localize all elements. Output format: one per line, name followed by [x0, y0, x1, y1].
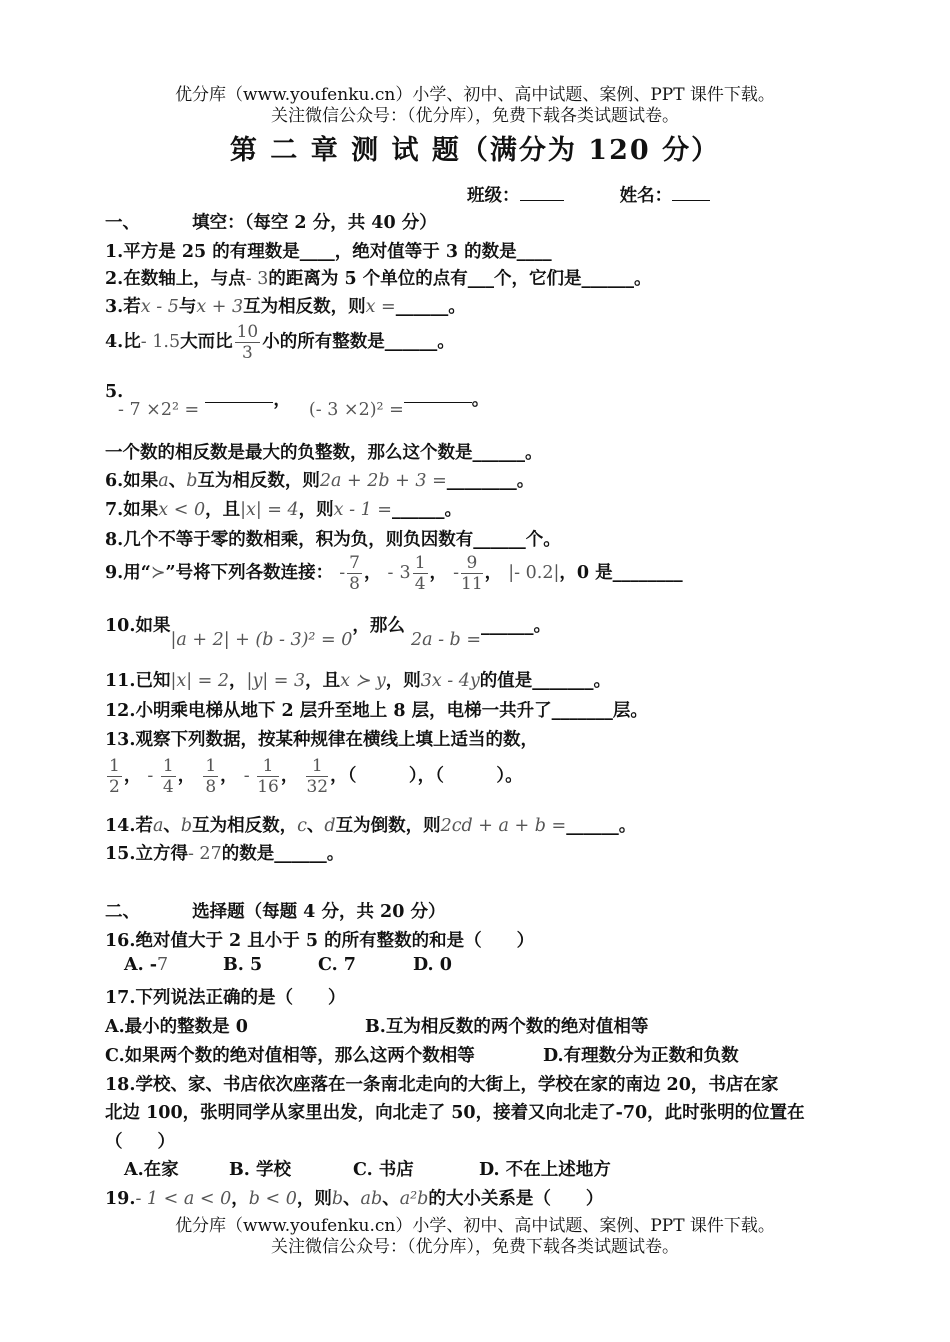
q14-math-5: 2cd + a + b = — [440, 816, 567, 836]
question-13-fractions: $\frac{1}{2}$ ， - $\frac{1}{4}$ ， $\frac{1}{8}$ ， - $\frac{1}{16}$ ， $\frac{1}{32}$ ，（ ），（ ）。 — [105, 756, 523, 797]
q14-text-f: ______。 — [566, 816, 637, 836]
q7-text-c: ，则 — [298, 500, 334, 520]
q4-fraction-denominator: 3 — [242, 343, 253, 363]
question-9: 9.用“≻”号将下列各数连接： - $\frac{7}{8}$ ， - 3 $\frac{1}{4}$ ， - $\frac{9}{11}$ ， |- 0.2|，0 是________ — [105, 553, 683, 594]
q9-minus-3: - — [453, 563, 460, 583]
question-4 — [105, 322, 455, 363]
q13-num-3: 1 — [257, 756, 279, 777]
q19-text-e: 、 — [382, 1189, 400, 1209]
q5-math-2: (- 3 ×2)² = — [308, 400, 404, 420]
q4-text-b: 大而比 — [180, 332, 233, 352]
q19-text-c: ，则 — [296, 1189, 332, 1209]
q16-option-d: D. 0 — [413, 955, 452, 975]
question-18-options — [124, 1156, 611, 1181]
q13-den-2: 8 — [205, 777, 217, 797]
q13-fraction-1 — [161, 756, 176, 797]
q16-option-b: B. 5 — [223, 955, 263, 975]
q9-fraction-3-den: 11 — [461, 574, 483, 594]
q18-option-a: A.在家 — [124, 1160, 179, 1180]
q11-math-4: 3x - 4y — [420, 671, 480, 691]
q7-math-3: x - 1 = — [333, 500, 392, 520]
q4-fraction-numerator: 10 — [236, 322, 259, 342]
q14-math-2: b — [180, 816, 193, 836]
question-5-b: 一个数的相反数是最大的负整数，那么这个数是______。 — [105, 443, 543, 463]
question-14 — [105, 812, 636, 837]
q7-text-b: ，且 — [205, 500, 241, 520]
q7-math-2: |x| = 4 — [240, 500, 299, 520]
q11-text-d: ，则 — [385, 671, 421, 691]
q11-math-1: |x| = 2 — [170, 671, 230, 691]
q11-text-c: ，且 — [305, 671, 341, 691]
q3-text-c: 互为相反数，则 — [243, 297, 366, 317]
section-2-heading — [105, 898, 446, 923]
q13-den-4: 32 — [306, 777, 329, 797]
q18-option-d: D. 不在上述地方 — [479, 1160, 611, 1180]
q18-option-c: C. 书店 — [353, 1160, 414, 1180]
q9-minus-2: - — [387, 563, 394, 583]
q9-fraction-2 — [413, 553, 428, 594]
q15-text-a: 15.立方得 — [105, 844, 188, 864]
q9-text-c: ，0 是________ — [559, 563, 683, 583]
q19-math-2: b < 0 — [248, 1189, 297, 1209]
q10-text-c: ______。 — [481, 616, 551, 636]
q9-text-a: 9.用“ — [105, 563, 151, 583]
question-18-line-1: 18.学校、家、书店依次座落在一条南北走向的大街上，学校在家的南边 20，书店在家 — [105, 1075, 779, 1095]
q13-num-0: 1 — [109, 756, 120, 776]
q5-blank-1 — [205, 402, 273, 403]
class-label: 班级： — [467, 186, 520, 206]
question-17-row-2 — [105, 1042, 739, 1067]
q17-option-a: A.最小的整数是 0 — [105, 1017, 248, 1037]
question-17: 17.下列说法正确的是（ ） — [105, 988, 346, 1008]
q14-text-c: 互为相反数， — [192, 816, 298, 836]
q3-math-1: x - 5 — [140, 297, 179, 317]
q3-math-3: x = — [365, 297, 396, 317]
q9-fraction-3 — [461, 553, 483, 594]
class-name-row — [467, 182, 710, 207]
question-11 — [105, 667, 611, 692]
q19-math-5: a²b — [399, 1189, 429, 1209]
q13-fraction-4 — [306, 756, 328, 797]
q6-math-2: b — [186, 471, 198, 491]
q13-item-4 — [304, 756, 330, 797]
q13-num-2: 1 — [205, 756, 217, 776]
q6-text-b: 、 — [168, 471, 187, 491]
q18-option-b: B. 学校 — [229, 1160, 291, 1180]
q15-text-b: 的数是______。 — [221, 844, 345, 864]
q4-fraction — [235, 322, 261, 363]
question-16: 16.绝对值大于 2 且小于 5 的所有整数的和是（ ） — [105, 931, 535, 951]
q7-text-d: ______。 — [391, 500, 462, 520]
q13-den-3: 16 — [257, 777, 279, 797]
header-line-2: 关注微信公众号：（优分库），免费下载各类试题试卷。 — [271, 106, 679, 126]
q6-text-a: 6.如果 — [105, 471, 159, 491]
q9-minus-1: - — [339, 563, 346, 583]
q2-math: - 3 — [245, 269, 269, 289]
q9-fraction-1-den: 8 — [349, 574, 360, 594]
question-10 — [105, 612, 551, 650]
q15-math: - 27 — [187, 844, 222, 864]
question-15 — [105, 840, 344, 865]
section-2-number: 二、 — [105, 902, 140, 922]
q14-math-3: c — [297, 816, 307, 836]
q13-tail: ，（ ），（ ）。 — [330, 766, 523, 786]
q11-text-b: ， — [229, 671, 247, 691]
q6-text-d: ________。 — [446, 471, 535, 491]
q7-text-a: 7.如果 — [105, 500, 159, 520]
section-1-number: 一、 — [105, 213, 140, 233]
q4-text-c: 小的所有整数是______。 — [262, 332, 455, 352]
question-2 — [105, 265, 652, 290]
class-blank — [520, 200, 564, 201]
q11-math-2: |y| = 3 — [246, 671, 306, 691]
q19-text-d: 、 — [343, 1189, 361, 1209]
q13-item-1 — [147, 756, 177, 797]
name-blank — [672, 200, 710, 201]
q2-text-a: 2.在数轴上，与点 — [105, 269, 246, 289]
q6-math-3: 2a + 2b + 3 = — [319, 471, 447, 491]
page-title: 第 二 章 测 试 题（满分为 120 分） — [229, 135, 721, 166]
q9-fraction-1-num: 7 — [349, 553, 360, 573]
q16-option-c: C. 7 — [318, 955, 356, 975]
q13-num-1: 1 — [162, 756, 174, 776]
question-17-row-1 — [105, 1013, 648, 1038]
q14-math-4: d — [324, 816, 336, 836]
name-label: 姓名： — [619, 186, 673, 206]
q9-abs-value: |- 0.2| — [508, 563, 560, 583]
q19-text-f: 的大小关系是（ ） — [428, 1189, 604, 1209]
q17-option-c: C.如果两个数的绝对值相等，那么这两个数相等 — [105, 1046, 475, 1066]
footer-line-2: 关注微信公众号：（优分库），免费下载各类试题试卷。 — [271, 1237, 679, 1257]
q4-math-1: - 1.5 — [140, 332, 181, 352]
q16-option-a-math: 7 — [157, 955, 169, 975]
q13-den-0: 2 — [109, 777, 120, 797]
q19-text-b: ， — [231, 1189, 249, 1209]
question-13: 13.观察下列数据，按某种规律在横线上填上适当的数， — [105, 730, 538, 750]
q11-text-a: 11.已知 — [105, 671, 171, 691]
q11-math-3: x ≻ y — [340, 671, 386, 691]
q13-item-2 — [201, 756, 220, 797]
q3-math-2: x + 3 — [196, 297, 244, 317]
q17-option-d: D.有理数分为正数和负数 — [543, 1046, 739, 1066]
q4-text-a: 4.比 — [105, 332, 141, 352]
question-1: 1.平方是 25 的有理数是____，绝对值等于 3 的数是____ — [105, 242, 552, 262]
q16-option-a — [124, 955, 223, 975]
q19-math-1: - 1 < a < 0 — [135, 1189, 232, 1209]
q13-item-3 — [243, 756, 281, 797]
q9-fraction-2-whole: 3 — [399, 563, 411, 583]
q6-text-c: 互为相反数，则 — [197, 471, 320, 491]
q13-fraction-0 — [107, 756, 122, 797]
question-3 — [105, 293, 466, 318]
q19-math-3: b — [331, 1189, 344, 1209]
q16-option-a-label: A. - — [124, 955, 158, 975]
q3-text-a: 3.若 — [105, 297, 141, 317]
q9-symbol: ≻ — [150, 563, 166, 583]
q3-text-d: ______。 — [395, 297, 466, 317]
q6-math-1: a — [158, 471, 169, 491]
q10-text-b: ，那么 — [352, 616, 405, 636]
q17-option-b: B.互为相反数的两个数的绝对值相等 — [365, 1017, 649, 1037]
q19-text-a: 19. — [105, 1189, 136, 1209]
q9-text-b: ”号将下列各数连接： — [165, 563, 334, 583]
q13-num-4: 1 — [306, 756, 328, 777]
question-8: 8.几个不等于零的数相乘，积为负，则负因数有______个。 — [105, 530, 561, 550]
section-1-title: 填空：（每空 2 分，共 40 分） — [192, 213, 437, 233]
question-7 — [105, 496, 462, 521]
q13-fraction-2 — [203, 756, 218, 797]
q9-fraction-2-den: 4 — [414, 574, 426, 594]
q13-fraction-3 — [257, 756, 279, 797]
q3-text-b: 与 — [178, 297, 197, 317]
q14-text-d: 、 — [306, 816, 325, 836]
question-19 — [105, 1185, 603, 1210]
q13-sign-3: - — [243, 766, 256, 786]
q9-fraction-3-num: 9 — [461, 553, 483, 574]
q13-sign-1: - — [147, 766, 159, 786]
q19-math-4: ab — [360, 1189, 383, 1209]
q13-den-1: 4 — [162, 777, 174, 797]
q5-blank-2 — [404, 402, 472, 403]
q11-text-e: 的值是_______。 — [479, 671, 612, 691]
question-12: 12.小明乘电梯从地下 2 层升至地上 8 层，电梯一共升了_______层。 — [105, 701, 648, 721]
q5-end: 。 — [471, 390, 490, 410]
question-18-line-2: 北边 100，张明同学从家里出发，向北走了 50，接着又向北走了-70，此时张明的位置在 — [105, 1103, 805, 1123]
q7-math-1: x < 0 — [158, 500, 206, 520]
q9-fraction-2-num: 1 — [414, 553, 426, 573]
q2-text-b: 的距离为 5 个单位的点有___个，它们是______。 — [268, 269, 652, 289]
q5-separator: ， — [273, 390, 291, 410]
header-line-1: 优分库（www.youfenku.cn）小学、初中、高中试题、案例、PPT 课件下载。 — [175, 85, 775, 105]
section-1-heading — [105, 209, 437, 234]
section-2-title: 选择题（每题 4 分，共 20 分） — [192, 902, 446, 922]
question-6 — [105, 467, 534, 492]
q10-text-a: 10.如果 — [105, 616, 171, 636]
q14-text-e: 互为倒数，则 — [335, 816, 441, 836]
q14-text-b: 、 — [163, 816, 181, 836]
q14-text-a: 14.若 — [105, 816, 153, 836]
question-16-options — [124, 955, 452, 975]
q10-math-1: |a + 2| + (b - 3)² = 0 — [170, 630, 353, 650]
q5-number: 5. — [105, 382, 124, 402]
q10-math-2: 2a - b = — [410, 630, 481, 650]
q13-item-0 — [105, 756, 124, 797]
q5-math-1: - 7 ×2² = — [118, 400, 200, 420]
footer-line-1: 优分库（www.youfenku.cn）小学、初中、高中试题、案例、PPT 课件下载。 — [175, 1216, 775, 1236]
question-18-line-3: （ ） — [105, 1132, 175, 1152]
q9-fraction-1 — [347, 553, 362, 594]
q14-math-1: a — [152, 816, 164, 836]
question-5-body — [118, 390, 490, 421]
